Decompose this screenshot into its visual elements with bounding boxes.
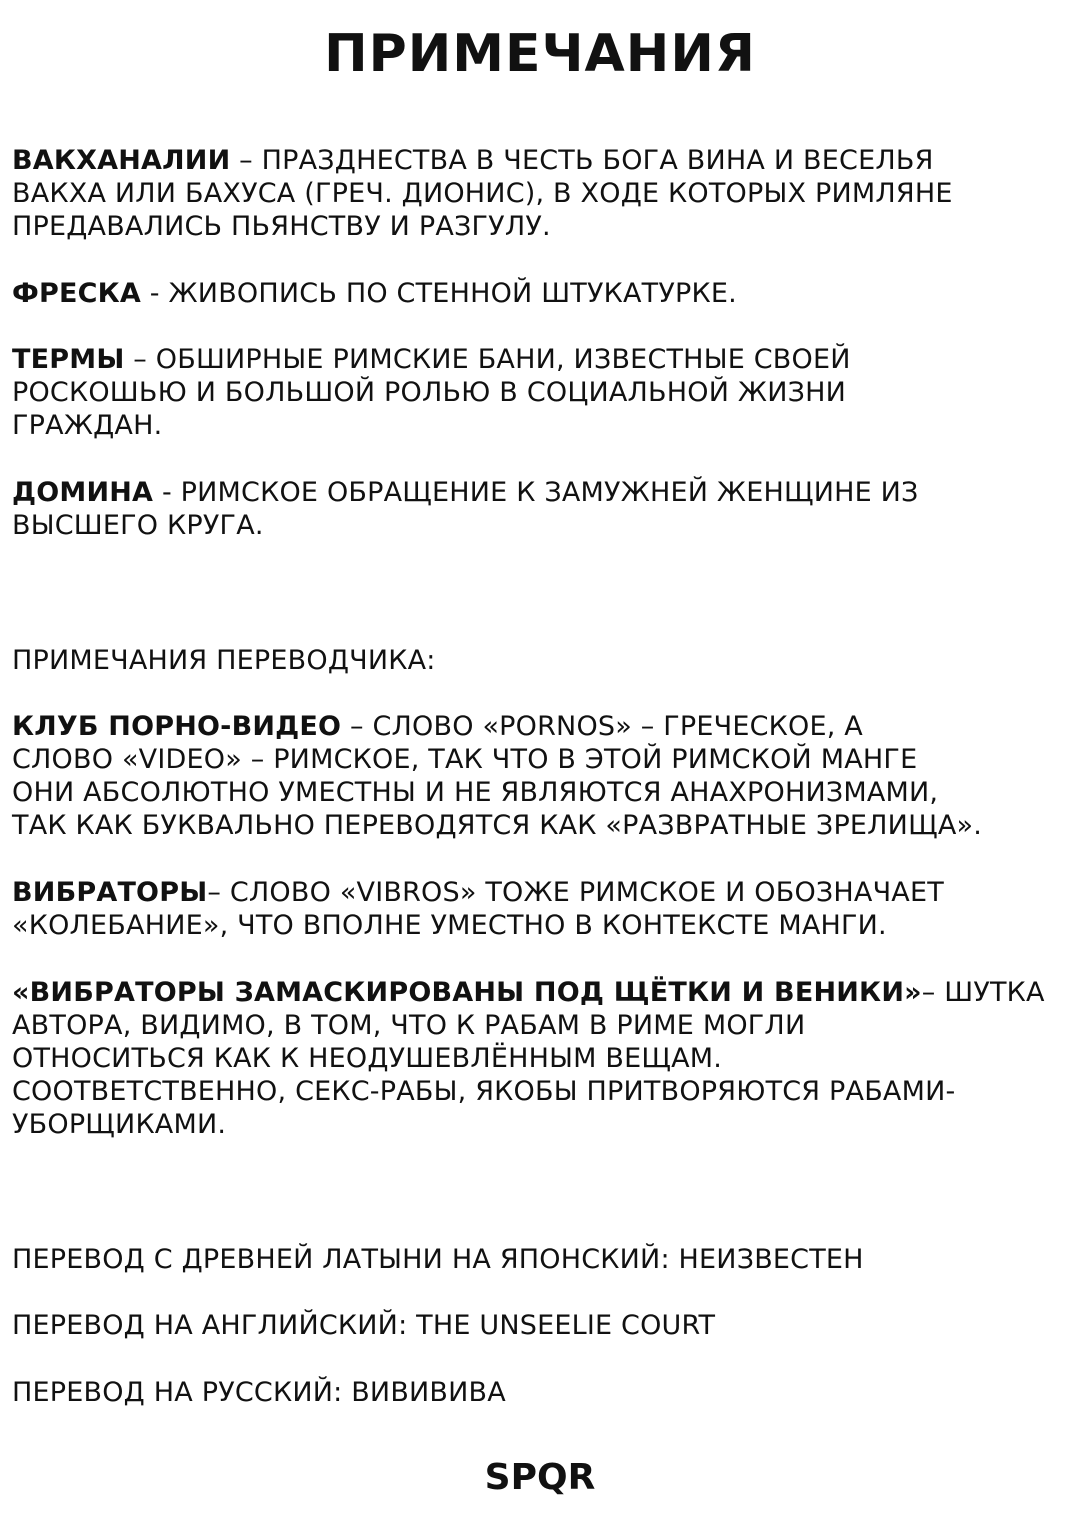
credit-russian: ПЕРЕВОД НА РУССКИЙ: ВИВИВИВА (12, 1377, 506, 1408)
note-text-line: АВТОРА, ВИДИМО, В ТОМ, ЧТО К РАБАМ В РИМЕ МОГЛИ (12, 1010, 806, 1041)
translator-note-disguised (12, 976, 1072, 1141)
note-text-line: – ПРАЗДНЕСТВА В ЧЕСТЬ БОГА ВИНА И ВЕСЕЛЬЯ (230, 145, 934, 176)
credit-english: ПЕРЕВОД НА АНГЛИЙСКИЙ: THE UNSEELIE COURT (12, 1310, 716, 1341)
note-text-line: ОНИ АБСОЛЮТНО УМЕСТНЫ И НЕ ЯВЛЯЮТСЯ АНАХРОНИЗМАМИ, (12, 777, 939, 808)
note-text-line: – ОБШИРНЫЕ РИМСКИЕ БАНИ, ИЗВЕСТНЫЕ СВОЕЙ (124, 344, 851, 375)
note-term: «ВИБРАТОРЫ ЗАМАСКИРОВАНЫ ПОД ЩЁТКИ И ВЕНИКИ» (12, 977, 922, 1008)
note-text-line: – СЛОВО «PORNOS» – ГРЕЧЕСКОЕ, А (341, 711, 863, 742)
note-text-line: УБОРЩИКАМИ. (12, 1109, 227, 1140)
spqr-mark: SPQR (484, 1457, 596, 1498)
note-term: ВИБРАТОРЫ (12, 877, 208, 908)
note-text-line: ПРЕДАВАЛИСЬ ПЬЯНСТВУ И РАЗГУЛУ. (12, 211, 551, 242)
note-text-line: ВАКХА ИЛИ БАХУСА (ГРЕЧ. ДИОНИС), В ХОДЕ КОТОРЫХ РИМЛЯНЕ (12, 178, 953, 209)
page-title: ПРИМЕЧАНИЯ (324, 24, 756, 84)
note-text-line: - РИМСКОЕ ОБРАЩЕНИЕ К ЗАМУЖНЕЙ ЖЕНЩИНЕ ИЗ (153, 477, 919, 508)
note-text-line: – СЛОВО «VIBROS» ТОЖЕ РИМСКОЕ И ОБОЗНАЧАЕТ (207, 877, 944, 908)
note-text-line: - ЖИВОПИСЬ ПО СТЕННОЙ ШТУКАТУРКЕ. (141, 278, 737, 309)
note-text-line: ОТНОСИТЬСЯ КАК К НЕОДУШЕВЛЁННЫМ ВЕЩАМ. (12, 1043, 723, 1074)
note-domina (12, 476, 1072, 542)
note-term: ВАКХАНАЛИИ (12, 145, 231, 176)
note-term: КЛУБ ПОРНО-ВИДЕО (12, 711, 342, 742)
note-thermae (12, 343, 1072, 442)
note-text-line: ГРАЖДАН. (12, 410, 163, 441)
note-term: ФРЕСКА (12, 278, 141, 309)
note-text-line: ВЫСШЕГО КРУГА. (12, 510, 264, 541)
translator-notes-heading: ПРИМЕЧАНИЯ ПЕРЕВОДЧИКА: (12, 645, 436, 676)
note-text-line: «КОЛЕБАНИЕ», ЧТО ВПОЛНЕ УМЕСТНО В КОНТЕКСТЕ МАНГИ. (12, 910, 887, 941)
note-text-line: СООТВЕТСТВЕННО, СЕКС-РАБЫ, ЯКОБЫ ПРИТВОРЯЮТСЯ РАБАМИ- (12, 1076, 956, 1107)
translator-note-vibrators (12, 876, 1072, 942)
note-term: ТЕРМЫ (12, 344, 125, 375)
note-bacchanalia (12, 144, 1072, 243)
note-term: ДОМИНА (12, 477, 154, 508)
translator-note-porn-video (12, 710, 1072, 842)
note-text-line: ТАК КАК БУКВАЛЬНО ПЕРЕВОДЯТСЯ КАК «РАЗВРАТНЫЕ ЗРЕЛИЩА». (12, 810, 982, 841)
note-text-line: СЛОВО «VIDEO» – РИМСКОЕ, ТАК ЧТО В ЭТОЙ РИМСКОЙ МАНГЕ (12, 744, 918, 775)
note-text-line: РОСКОШЬЮ И БОЛЬШОЙ РОЛЬЮ В СОЦИАЛЬНОЙ ЖИЗНИ (12, 377, 846, 408)
note-fresco (12, 277, 1072, 310)
note-text-line: – ШУТКА (921, 977, 1045, 1008)
credit-japanese: ПЕРЕВОД С ДРЕВНЕЙ ЛАТЫНИ НА ЯПОНСКИЙ: НЕИЗВЕСТЕН (12, 1244, 864, 1275)
